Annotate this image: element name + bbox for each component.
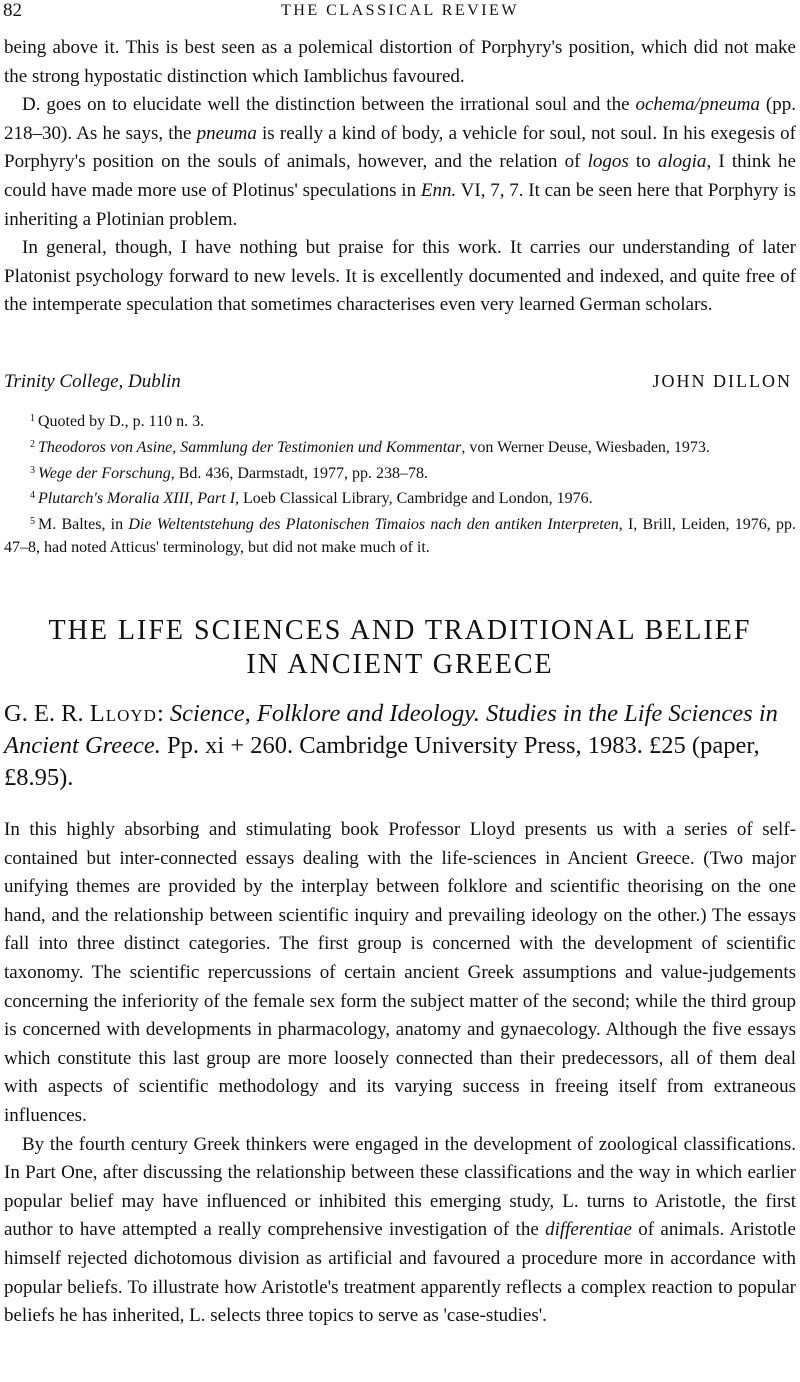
review-paragraph-2: By the fourth century Greek thinkers were engaged in the development of zoological classifications. In Part One, after discussing the relationship between these classifications and the way in which earlier popular belief may have influenced or inhibited this emerging study, L. turns to Aristotle, the first author to have attempted a really comprehensive investigation of the differentiae of animals. Aristotle himself rejected dichotomous division as artificial and favoured a procedure more in accordance with popular beliefs. To illustrate how Aristotle's treatment apparently reflects a complex reaction to popular beliefs he has inherited, L. selects three topics to serve as 'case-studies'. bbox=[4, 1133, 796, 1327]
page-header bbox=[0, 0, 800, 30]
footnote-2: $^2$ Theodoros von Asine, Sammlung der Testimonien und Kommentar, von Werner Deuse, Wiesbaden, 1973. bbox=[30, 438, 710, 456]
footnote-3: $^3$ Wege der Forschung, Bd. 436, Darmstadt, 1977, pp. 238–78. bbox=[30, 464, 429, 482]
book-title: Science, Folklore and Ideology. Studies in the Life Sciences in Ancient Greece. bbox=[4, 700, 778, 759]
article-title-line-1: THE LIFE SCIENCES AND TRADITIONAL BELIEF bbox=[48, 615, 752, 646]
article-title bbox=[0, 614, 800, 682]
running-head: THE CLASSICAL REVIEW bbox=[281, 2, 519, 19]
reviewer-affiliation: Trinity College, Dublin bbox=[4, 371, 181, 392]
footnote-5: $^5$ M. Baltes, in Die Weltentstehung des Platonischen Timaios nach den antiken Interpreten, I, Brill, Leiden, 1976, pp. 47–8, had noted Atticus' terminology, but did not make much of it. bbox=[4, 516, 796, 556]
review-body bbox=[4, 816, 796, 1331]
paragraph-1: being above it. This is best seen as a polemical distortion of Porphyry's position, which did not make the strong hypostatic distinction which Iamblichus favoured. bbox=[4, 37, 796, 87]
footnotes bbox=[4, 408, 796, 560]
book-author-surname: Lloyd bbox=[89, 700, 157, 727]
paragraph-2: D. goes on to elucidate well the distinction between the irrational soul and the ochema/pneuma (pp. 218–30). As he says, the pneuma is really a kind of body, a vehicle for soul, not soul. In his exegesis of Porphyry's position on the souls of animals, however, and the relation of logos to alogia, I think he could have made more use of Plotinus' speculations in Enn. VI, 7, 7. It can be seen here that Porphyry is inheriting a Plotinian problem. bbox=[4, 94, 797, 230]
review-continuation bbox=[4, 34, 796, 320]
page-number: 82 bbox=[3, 0, 22, 21]
footnote-1: $^1$ Quoted by D., p. 110 n. 3. bbox=[30, 413, 205, 430]
book-details: Pp. xi + 260. Cambridge University Press, 1983. £25 (paper, £8.95). bbox=[4, 732, 760, 791]
reviewer-name: JOHN DILLON bbox=[652, 371, 792, 391]
footnote-4: $^4$ Plutarch's Moralia XIII, Part I, Loeb Classical Library, Cambridge and London, 1976. bbox=[30, 490, 593, 508]
review-paragraph-1: In this highly absorbing and stimulating book Professor Lloyd presents us with a series of self-contained but inter-connected essays dealing with the life-sciences in Ancient Greece. (Two major unifying themes are provided by the interplay between folklore and scientific theorising on the one hand, and the relationship between scientific inquiry and prevailing ideology on the other.) The essays fall into three distinct categories. The first group is concerned with the development of scientific taxonomy. The scientific repercussions of certain ancient Greek assumptions and value-judgements concerning the inferiority of the female sex form the subject matter of the second; while the third group is concerned with developments in pharmacology, anatomy and gynaecology. Although the five essays which constitute this last group are more loosely connected than their predecessors, all of them deal with aspects of scientific methodology and its varying success in freeing itself from extraneous influences. bbox=[4, 819, 796, 1126]
book-reference: G. E. R. Lloyd: Science, Folklore and Ideology. Studies in the Life Sciences in Ancient Greece. Pp. xi + 260. Cambridge University Press, 1983. £25 (paper, £8.95). bbox=[4, 700, 778, 791]
reviewer-signature bbox=[4, 371, 796, 399]
book-author-initials: G. E. R. bbox=[4, 700, 90, 727]
article-title-line-2: IN ANCIENT GREECE bbox=[246, 649, 554, 680]
paragraph-3: In general, though, I have nothing but praise for this work. It carries our understanding of later Platonist psychology forward to new levels. It is excellently documented and indexed, and quite free of the intemperate speculation that sometimes characterises even very learned German scholars. bbox=[4, 237, 796, 316]
